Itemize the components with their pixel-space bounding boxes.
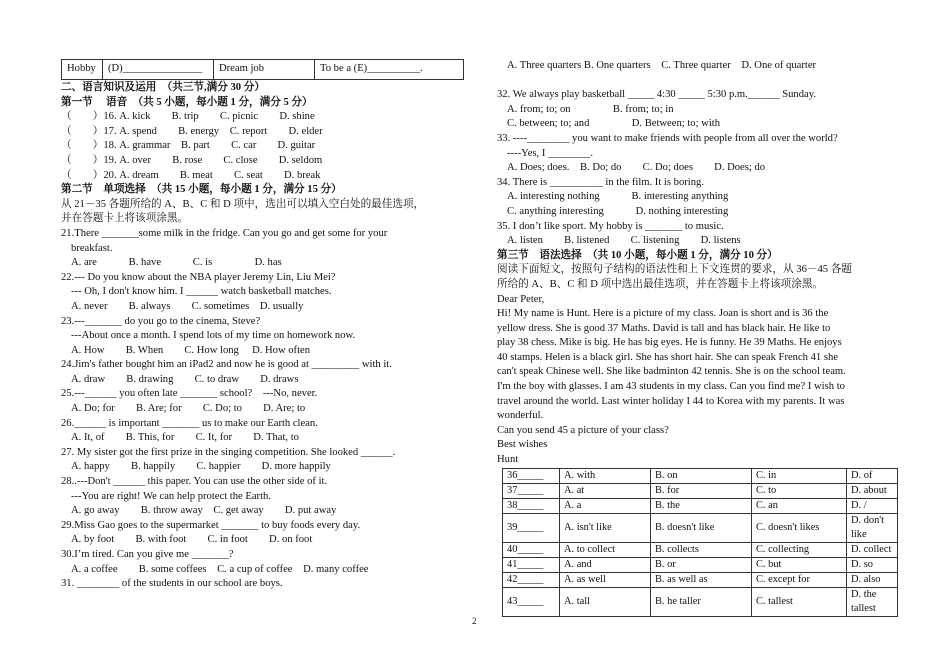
option-cell: B. or [651,557,752,572]
option-cell: D. also [847,572,898,587]
option-cell: A. with [560,468,651,483]
option-cell: C. except for [752,572,847,587]
option-cell: A. to collect [560,542,651,557]
right-line [497,74,902,89]
right-line: C. between; to; and D. Between; to; with [507,118,721,130]
left-line: A. How B. When C. How long D. How often [71,344,311,356]
hobby-label: Hobby [62,60,103,80]
hobby-blank: (D)_______________ [103,60,214,80]
right-line: A. interesting nothing B. interesting anything [507,191,729,203]
left-line: 22.--- Do you know about the NBA player Jeremy Lin, Liu Mei? [61,271,336,283]
option-cell: A. and [560,557,651,572]
option-cell: D. so [847,557,898,572]
question-number-cell: 37_____ [503,483,560,498]
left-line: A. are B. have C. is D. has [71,257,282,269]
left-line: ---About once a month. I spend lots of my time on homework now. [71,330,356,342]
option-cell: A. as well [560,572,651,587]
right-line: Best wishes [497,439,548,451]
left-line: 31. ________ of the students in our school are boys. [61,578,283,590]
right-line: A. from; to; on B. from; to; in [507,103,674,115]
right-line: 第三节 语法选择 （共 10 小题，每小题 1 分，满分 10 分） [497,249,778,261]
right-line: can't speak Chinese well. She like badminton 42 tennis. She is on the school team. [497,366,846,378]
left-line: （ ）18. A. grammar B. part C. car D. guitar [61,140,316,152]
left-line: 23.---_______ do you go to the cinema, Steve? [61,315,261,327]
question-number-cell: 38_____ [503,498,560,513]
left-line: 27. My sister got the first prize in the singing competition. She looked ______. [61,446,396,458]
question-number-cell: 42_____ [503,572,560,587]
left-line: 并在答题卡上将该项涂黑。 [61,213,189,225]
right-line: Hunt [497,454,519,466]
table-row [503,557,898,572]
dream-job-label: Dream job [214,60,315,80]
table-row [503,572,898,587]
right-line: 32. We always play basketball _____ 4:30 _____ 5:30 p.m.______ Sunday. [497,89,816,101]
option-cell: A. tall [560,587,651,616]
right-line: 所给的 A、B、C 和 D 项中选出最佳选项，并在答题卡上将该项涂黑。 [497,278,824,290]
left-line: --- Oh, I don't know him. I ______ watch basketball matches. [71,286,332,298]
table-row [503,587,898,616]
left-line: （ ）19. A. over B. rose C. close D. seldom [61,154,323,166]
right-line: A. listen B. listened C. listening D. listens [507,235,741,247]
grammar-options-table [502,468,898,617]
left-line: A. never B. always C. sometimes D. usually [71,300,304,312]
option-cell: C. collecting [752,542,847,557]
right-line: I'm the boy with glasses. I am 43 students in my class. Can you find me? I wish to [497,381,845,393]
dream-job-blank: To be a (E)__________. [315,60,464,80]
left-line: 第一节 语音 （共 5 小题，每小题 1 分，满分 5 分） [61,96,313,108]
option-cell: D. about [847,483,898,498]
option-cell: B. as well as [651,572,752,587]
right-line: 35. I don’t like sport. My hobby is _______ to music. [497,220,724,232]
option-cell: D. don't like [847,513,898,542]
option-cell: B. doesn't like [651,513,752,542]
right-line: A. Does; does. B. Do; do C. Do; does D. Does; do [507,162,766,174]
table-row [503,468,898,483]
table-row [503,542,898,557]
right-line: A. Three quarters B. One quarters C. Three quarter D. One of quarter [507,60,817,71]
left-line: A. Do; for B. Are; for C. Do; to D. Are; to [71,403,306,415]
option-cell: C. an [752,498,847,513]
left-line: （ ）17. A. spend B. energy C. report D. elder [61,125,323,137]
option-cell: D. of [847,468,898,483]
page-number: 2 [472,616,477,626]
left-line: 从 21－35 各题所给的 A、B、C 和 D 项中，选出可以填入空白处的最佳选项， [61,198,425,210]
option-cell: A. a [560,498,651,513]
right-line: 阅读下面短文，按照句子结构的语法性和上下文连贯的要求，从 36－45 各题 [497,264,852,276]
right-line: play 38 chess. Mike is big. He has big eyes. He is funny. He 39 Maths. He enjoys [497,337,842,349]
option-cell: D. the tallest [847,587,898,616]
left-line: 二、语言知识及运用 （共三节,满分 30 分） [61,82,265,93]
left-line: （ ）16. A. kick B. trip C. picnic D. shine [61,111,315,123]
question-number-cell: 41_____ [503,557,560,572]
right-line: wonderful. [497,410,544,422]
right-line: C. anything interesting D. nothing interesting [507,205,729,217]
option-cell: B. for [651,483,752,498]
right-line: 34. There is __________ in the film. It is boring. [497,176,704,188]
left-column [61,81,466,592]
question-number-cell: 40_____ [503,542,560,557]
option-cell: C. but [752,557,847,572]
left-line: ---You are right! We can help protect the Earth. [71,490,271,502]
option-cell: D. collect [847,542,898,557]
right-line: yellow dress. She is good 37 Maths. David is tall and has black hair. He like to [497,322,831,334]
option-cell: C. to [752,483,847,498]
left-line: 29.Miss Gao goes to the supermarket _______ to buy foods every day. [61,519,361,531]
table-row [503,498,898,513]
option-cell: B. on [651,468,752,483]
left-line: A. It, of B. This, for C. It, for D. That, to [71,432,299,444]
left-line: A. go away B. throw away C. get away D. put away [71,505,337,517]
left-line: 30.I’m tired. Can you give me _______? [61,549,234,560]
option-cell: B. he taller [651,587,752,616]
left-line: A. happy B. happily C. happier D. more happily [71,461,331,473]
left-line: 26.______ is important _______ us to make our Earth clean. [61,417,318,429]
question-number-cell: 43_____ [503,587,560,616]
left-line: A. a coffee B. some coffees C. a cup of coffee D. many coffee [71,563,369,575]
right-line: Can you send 45 a picture of your class? [497,424,669,436]
left-line: 第二节 单项选择 （共 15 小题，每小题 1 分，满分 15 分） [61,184,342,196]
right-line: 33. ----________ you want to make friends with people from all over the world? [497,132,838,144]
left-line: breakfast. [71,242,113,254]
left-line: （ ）20. A. dream B. meat C. seat D. break [61,169,321,181]
option-cell: C. tallest [752,587,847,616]
right-line: Hi! My name is Hunt. Here is a picture of my class. Joan is short and is 36 the [497,308,829,320]
left-line: 21.There _______some milk in the fridge. Can you go and get some for your [61,227,388,239]
left-line: A. draw B. drawing C. to draw D. draws [71,373,299,385]
option-cell: C. doesn't likes [752,513,847,542]
question-number-cell: 36_____ [503,468,560,483]
question-number-cell: 39_____ [503,513,560,542]
option-cell: D. / [847,498,898,513]
left-line: 25.---______ you often late _______ school? ---No, never. [61,388,318,400]
table-row [503,513,898,542]
table-row [503,483,898,498]
right-line: travel around the world. Last winter holiday I 44 to Korea with my parents. It was [497,395,845,407]
option-cell: B. the [651,498,752,513]
right-line: ----Yes, I ________. [507,147,594,159]
info-table [61,59,464,80]
left-line: 24.Jim's father bought him an iPad2 and now he is good at _________ with it. [61,359,392,371]
right-line: Dear Peter, [497,293,545,305]
left-line: A. by foot B. with foot C. in foot D. on foot [71,534,313,546]
left-line: 28..---Don't ______ this paper. You can use the other side of it. [61,476,328,488]
right-line: 40 stamps. Helen is a black girl. She has short hair. She can speak French 41 she [497,351,838,363]
option-cell: B. collects [651,542,752,557]
right-column [497,59,902,617]
option-cell: A. at [560,483,651,498]
option-cell: A. isn't like [560,513,651,542]
option-cell: C. in [752,468,847,483]
